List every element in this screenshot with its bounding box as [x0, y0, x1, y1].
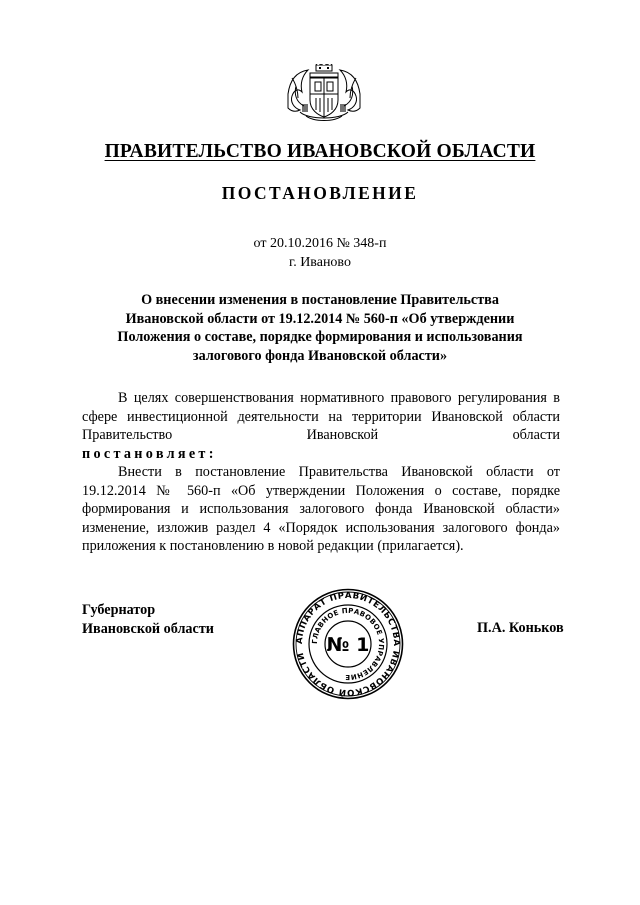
organization-title: ПРАВИТЕЛЬСТВО ИВАНОВСКОЙ ОБЛАСТИ: [104, 141, 536, 162]
subject-line: Ивановской области от 19.12.2014 № 560-п «Об утверждении: [125, 310, 515, 327]
subject-line: О внесении изменения в постановление Правительства: [141, 292, 499, 308]
document-body: [82, 389, 560, 556]
stamp-outer-text: АППАРАТ ПРАВИТЕЛЬСТВА ИВАНОВСКОЙ ОБЛАСТИ: [294, 590, 402, 698]
city-name: г. Иваново: [289, 255, 351, 270]
subject-line: Положения о составе, порядке формирования и использования: [117, 329, 523, 345]
document-type-heading: ПОСТАНОВЛЕНИЕ: [221, 183, 419, 203]
date-and-number: от 20.10.2016 № 348-п: [253, 236, 387, 251]
coat-of-arms-icon: [286, 64, 362, 126]
decree-word: постановляет:: [82, 445, 217, 462]
stamp-number: № 1: [326, 634, 370, 656]
subject-line: залогового фонда Ивановской области»: [192, 347, 448, 364]
preamble-paragraph: В целях совершенствования нормативного правового регулирования в сфере инвестиционной деятельности на территории Ивановской области Правительство Ивановской области: [82, 390, 560, 443]
decree-paragraph: Внести в постановление Правительства Ивановской области от 19.12.2014 № 560-п «Об утверждении Положения о составе, порядке формирования и использования залогового фонда Ивановской области» изменение, изложив раздел 4 «Порядок использования залогового фонда» приложения к постановлению в новой редакции (прилагается).: [82, 464, 560, 554]
official-stamp: [292, 588, 404, 700]
stamp-inner-text: ГЛАВНОЕ ПРАВОВОЕ УПРАВЛЕНИЕ: [310, 606, 386, 682]
position-line: Ивановской области: [82, 620, 214, 637]
signatory-name: П.А. Коньков: [477, 620, 564, 636]
signatory-position: [82, 601, 214, 638]
document-subject: [90, 291, 550, 365]
position-line: Губернатор: [82, 602, 156, 618]
